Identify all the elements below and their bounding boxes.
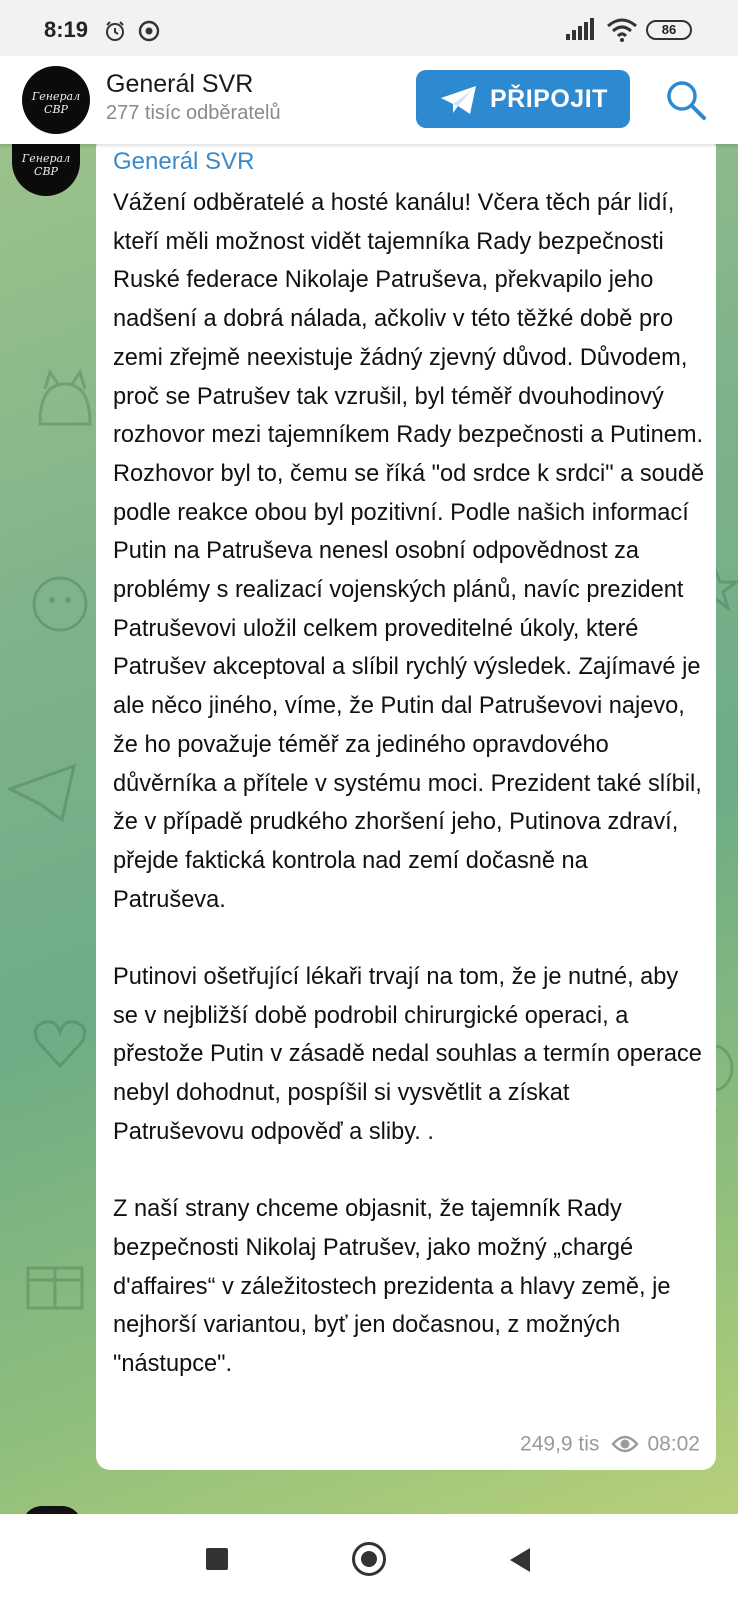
recent-apps-icon[interactable] bbox=[206, 1548, 228, 1570]
post-meta bbox=[520, 1432, 700, 1456]
navigation-bar bbox=[0, 1514, 738, 1600]
post-avatar[interactable] bbox=[12, 144, 80, 196]
alarm-icon bbox=[104, 20, 126, 42]
cat-doodle-icon bbox=[30, 364, 100, 434]
chrome-icon bbox=[138, 20, 160, 42]
view-count: 249,9 tis bbox=[520, 1432, 600, 1455]
post-paragraph: Z naší strany chceme objasnit, že tajemník Rady bezpečnosti Nikolaj Patrušev, jako možný „chargé d'affaires“ v záležitostech prezidenta a hlavy země, je nejhorší variantou, byť jen dočasnou, z možných "nástupce". bbox=[113, 1196, 671, 1378]
status-time: 8:19 bbox=[44, 17, 89, 42]
back-icon[interactable] bbox=[508, 1546, 532, 1574]
home-icon[interactable] bbox=[352, 1542, 386, 1576]
battery-icon bbox=[646, 20, 692, 40]
wifi-icon bbox=[606, 18, 638, 42]
gift-doodle-icon bbox=[20, 1244, 90, 1314]
post-paragraph: Vážení odběratelé a hosté kanálu! Včera těch pár lidí, kteří měli možnost vidět tajemníka Rady bezpečnosti Ruské federace Nikolaje Patruševa, překvapilo jeho nadšení a dobrá nálada, ačkoliv v této těžké době pro zemi zřejmě neexistuje žádný zjevný důvod. Důvodem, proč se Patrušev tak vzrušil, byl téměř dvouhodinový rozhovor mezi tajemníkem Rady bezpečnosti a Putinem. Rozhovor byl to, čemu se říká "od srdce k srdci" a soudě podle reakce obou byl pozitivní. Podle našich informací Putin na Patruševa nenesl osobní odpovědnost za problémy s realizací vojenských plánů, navíc prezident Patruševovi uložil celkem proveditelné úkoly, které Patrušev akceptoval a slíbil rychlý výsledek. Zajímavé je ale něco jiného, víme, že Putin dal Patruševovi najevo, že ho považuje téměř za jediného opravdového důvěrníka a přítele v systému moci. Prezident také slíbil, že v případě prudkého zhoršení jeho, Putinova zdraví, přejde faktická kontrola nad zemí dočasně na Patruševa. bbox=[113, 190, 705, 913]
search-icon[interactable] bbox=[664, 78, 708, 122]
paper-plane-doodle-icon bbox=[8, 764, 78, 824]
next-post-avatar[interactable] bbox=[22, 1506, 82, 1514]
message-bubble[interactable] bbox=[96, 144, 716, 1470]
channel-avatar[interactable] bbox=[22, 66, 90, 134]
post-time: 08:02 bbox=[647, 1432, 700, 1455]
post-author[interactable]: Generál SVR bbox=[113, 148, 255, 175]
avatar-logo-text: Генерал СВР bbox=[21, 152, 71, 178]
telegram-plane-icon bbox=[440, 85, 478, 115]
battery-level: 86 bbox=[661, 22, 677, 37]
avatar-logo-text: Генерал СВР bbox=[31, 90, 81, 116]
status-bar bbox=[0, 0, 738, 56]
signal-icon bbox=[566, 18, 596, 40]
join-label: PŘIPOJIT bbox=[490, 85, 608, 113]
subscriber-count: 277 tisíc odběratelů bbox=[106, 102, 281, 124]
chat-background[interactable] bbox=[0, 144, 738, 1514]
channel-name[interactable]: Generál SVR bbox=[106, 70, 254, 98]
heart-doodle-icon bbox=[30, 1014, 90, 1074]
post-paragraph: Putinovi ošetřující lékaři trvají na tom, že je nutné, aby se v nejbližší době podrobil chirurgické operaci, a přestože Putin v zásadě nedal souhlas a termín operace nebyl dohodnut, pospíšil si vysvětlit a získat Patruševovu odpověď a sliby. . bbox=[113, 964, 702, 1145]
dog-doodle-icon bbox=[20, 564, 100, 644]
eye-icon bbox=[611, 1434, 639, 1454]
post-text bbox=[113, 184, 705, 1384]
channel-header[interactable] bbox=[0, 56, 738, 144]
join-button[interactable] bbox=[416, 70, 630, 128]
